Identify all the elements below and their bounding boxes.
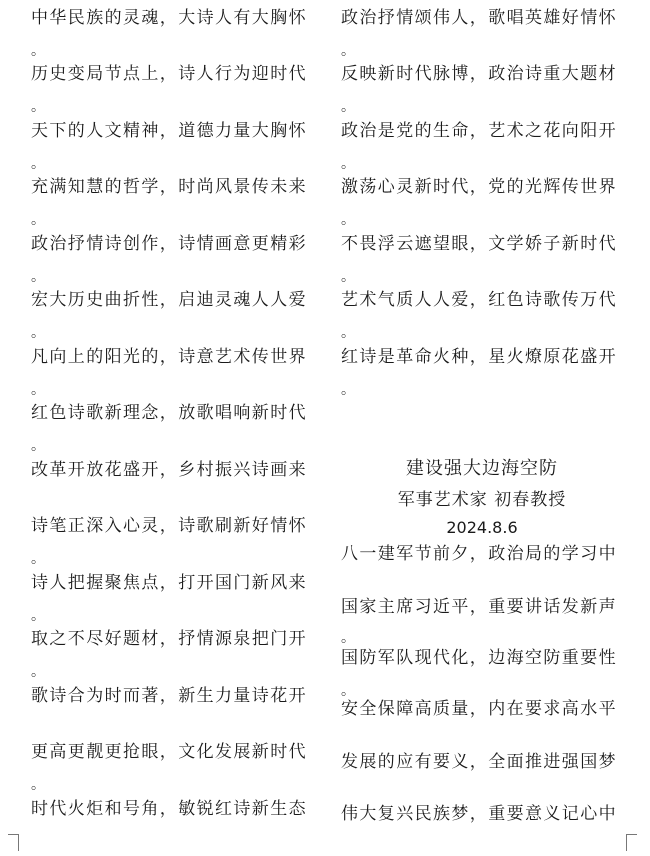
poem-line: 天下的人文精神，道德力量大胸怀 bbox=[31, 121, 307, 141]
poem-line: 充满知慧的哲学，时尚风景传未来 bbox=[31, 177, 307, 197]
poem-line: 发展的应有要义，全面推进强国梦 bbox=[341, 752, 617, 772]
line-period: 。 bbox=[341, 99, 355, 115]
poem-line: 反映新时代脉博，政治诗重大题材 bbox=[341, 64, 617, 84]
page-corner-mark bbox=[8, 834, 19, 851]
line-period: 。 bbox=[31, 156, 45, 172]
line-period: 。 bbox=[31, 777, 45, 793]
poem-line: 艺术气质人人爱，红色诗歌传万代 bbox=[341, 290, 617, 310]
line-period: 。 bbox=[341, 630, 355, 646]
poem-line: 凡向上的阳光的，诗意艺术传世界 bbox=[31, 347, 307, 367]
poem-line: 歌诗合为时而著，新生力量诗花开 bbox=[31, 686, 307, 706]
poem-line: 诗笔正深入心灵，诗歌刷新好情怀 bbox=[31, 516, 307, 536]
line-period: 。 bbox=[31, 212, 45, 228]
poem-line: 时代火炬和号角，敏锐红诗新生态 bbox=[31, 799, 307, 819]
poem-line: 政治抒情诗创作，诗情画意更精彩 bbox=[31, 234, 307, 254]
poem-author: 军事艺术家 初春教授 bbox=[397, 490, 567, 510]
poem-line: 中华民族的灵魂，大诗人有大胸怀 bbox=[31, 8, 307, 28]
poem-line: 激荡心灵新时代，党的光辉传世界 bbox=[341, 177, 617, 197]
line-period: 。 bbox=[31, 99, 45, 115]
poem-line: 政治是党的生命，艺术之花向阳开 bbox=[341, 121, 617, 141]
line-period: 。 bbox=[341, 382, 355, 398]
poem-line: 取之不尽好题材，抒情源泉把门开 bbox=[31, 629, 307, 649]
poem-line: 诗人把握聚焦点，打开国门新风来 bbox=[31, 573, 307, 593]
line-period: 。 bbox=[31, 551, 45, 567]
poem-title: 建设强大边海空防 bbox=[406, 458, 558, 479]
line-period: 。 bbox=[31, 382, 45, 398]
poem-line: 国防军队现代化，边海空防重要性 bbox=[341, 648, 617, 668]
poem-line: 不畏浮云遮望眼，文学娇子新时代 bbox=[341, 234, 617, 254]
poem-line: 红诗是革命火种，星火燎原花盛开 bbox=[341, 347, 617, 367]
line-period: 。 bbox=[341, 269, 355, 285]
poem-line: 八一建军节前夕，政治局的学习中 bbox=[341, 544, 617, 564]
line-period: 。 bbox=[31, 608, 45, 624]
poem-line: 安全保障高质量，内在要求高水平 bbox=[341, 699, 617, 719]
page-corner-mark bbox=[626, 834, 637, 851]
poem-line: 改革开放花盛开，乡村振兴诗画来 bbox=[31, 460, 307, 480]
line-period: 。 bbox=[341, 43, 355, 59]
line-period: 。 bbox=[31, 664, 45, 680]
poem-date: 2024.8.6 bbox=[446, 518, 518, 537]
poem-line: 宏大历史曲折性，启迪灵魂人人爱 bbox=[31, 290, 307, 310]
line-period: 。 bbox=[31, 269, 45, 285]
poem-line: 更高更靓更抢眼，文化发展新时代 bbox=[31, 742, 307, 762]
line-period: 。 bbox=[31, 325, 45, 341]
line-period: 。 bbox=[31, 438, 45, 454]
poem-line: 伟大复兴民族梦，重要意义记心中 bbox=[341, 804, 617, 824]
poem-line: 历史变局节点上，诗人行为迎时代 bbox=[31, 64, 307, 84]
poem-line: 政治抒情颂伟人，歌唱英雄好情怀 bbox=[341, 8, 617, 28]
line-period: 。 bbox=[341, 683, 355, 699]
line-period: 。 bbox=[341, 156, 355, 172]
line-period: 。 bbox=[31, 43, 45, 59]
poem-line: 红色诗歌新理念，放歌唱响新时代 bbox=[31, 403, 307, 423]
line-period: 。 bbox=[341, 212, 355, 228]
poem-line: 国家主席习近平，重要讲话发新声 bbox=[341, 597, 617, 617]
line-period: 。 bbox=[341, 325, 355, 341]
